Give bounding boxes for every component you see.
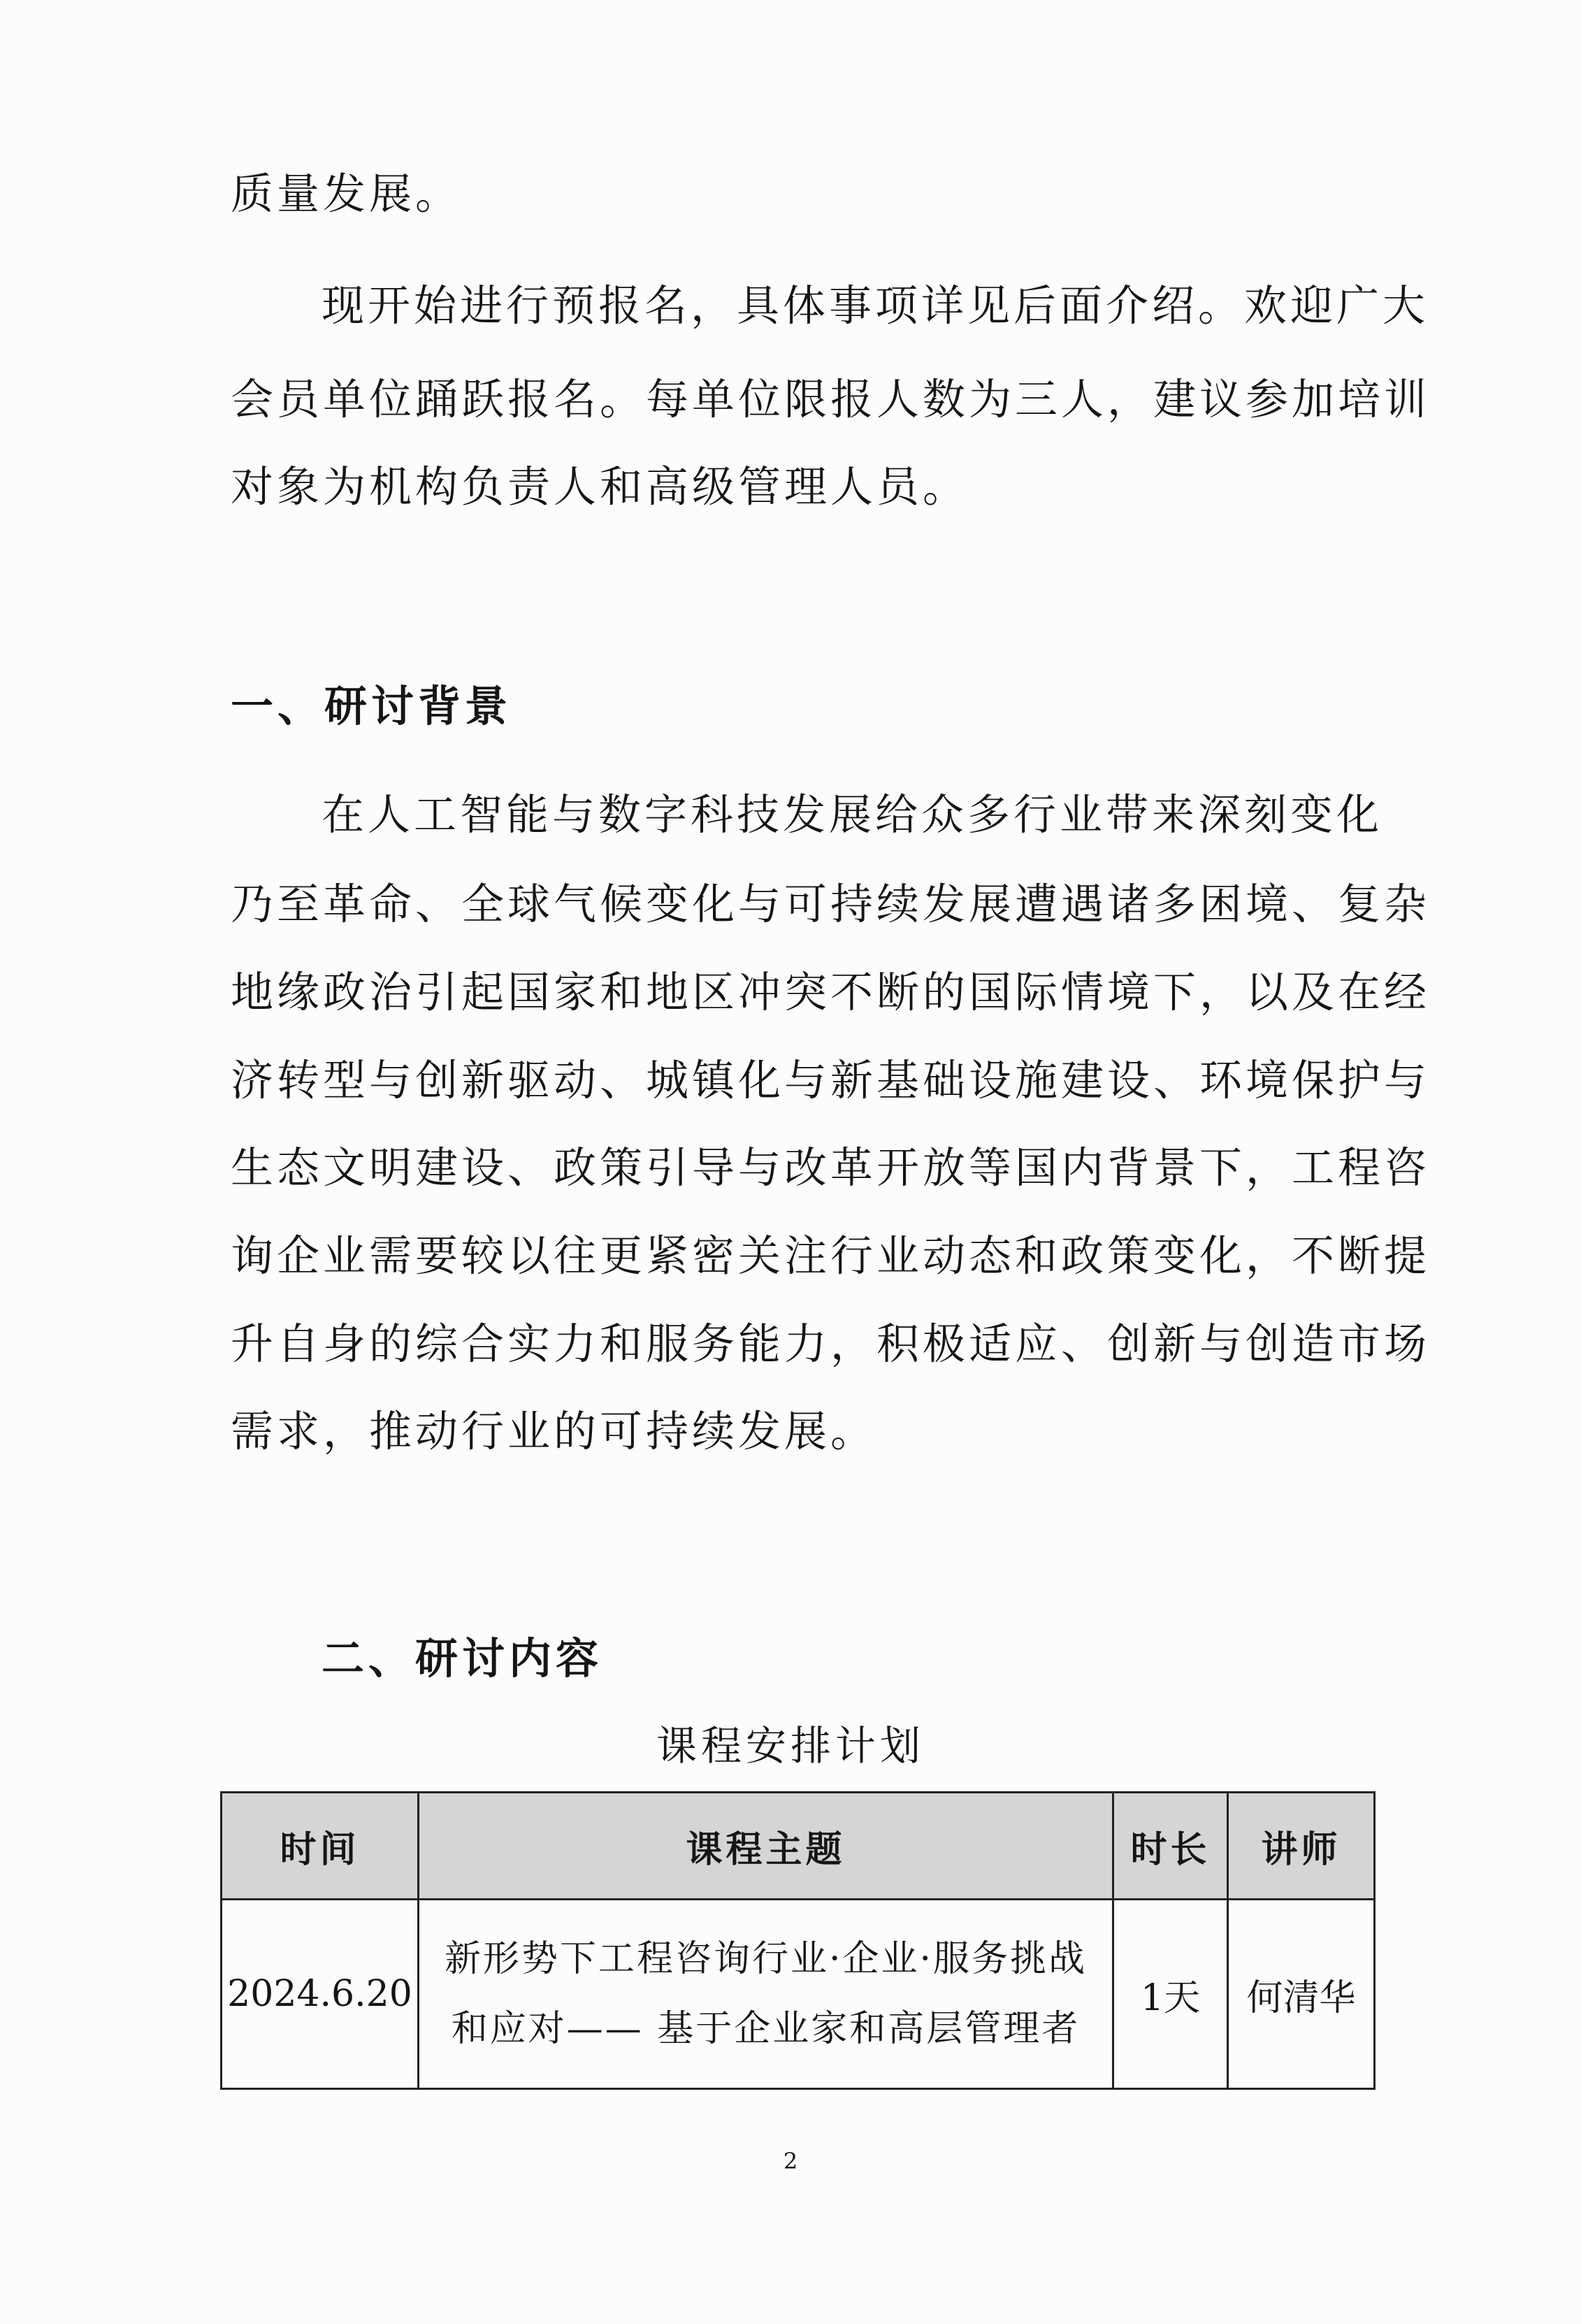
paragraph-line: 地缘政治引起国家和地区冲突不断的国际情境下，以及在经 <box>231 968 1431 1017</box>
paragraph-line: 乃至革命、全球气候变化与可持续发展遭遇诸多困境、复杂 <box>231 880 1431 929</box>
paragraph-line: 会员单位踊跃报名。每单位限报人数为三人，建议参加培训 <box>231 375 1431 424</box>
course-schedule-table <box>220 1791 1376 2090</box>
paragraph-line: 对象为机构负责人和高级管理人员。 <box>231 462 969 512</box>
paragraph-line: 济转型与创新驱动、城镇化与新基础设施建设、环境保护与 <box>231 1056 1431 1105</box>
course-topic-line: 新形势下工程咨询行业·企业·服务挑战 <box>444 1938 1088 1980</box>
section-heading-content: 二、研讨内容 <box>322 1634 603 1684</box>
table-header-row <box>222 1793 1375 1900</box>
paragraph-line: 需求，推动行业的可持续发展。 <box>231 1407 877 1456</box>
paragraph-line: 现开始进行预报名，具体事项详见后面介绍。欢迎广大 <box>322 281 1429 331</box>
paragraph-line: 生态文明建设、政策引导与改革开放等国内背景下，工程咨 <box>231 1143 1431 1193</box>
course-topic-line: 和应对—— 基于企业家和高层管理者 <box>451 2008 1081 2050</box>
table-header-time: 时间 <box>222 1793 419 1900</box>
table-header-topic: 课程主题 <box>419 1793 1113 1900</box>
paragraph-line: 询企业需要较以往更紧密关注行业动态和政策变化，不断提 <box>231 1231 1431 1281</box>
table-header-duration: 时长 <box>1113 1793 1228 1900</box>
course-time: 2024.6.20 <box>222 1900 419 2089</box>
paragraph-line: 升自身的综合实力和服务能力，积极适应、创新与创造市场 <box>231 1319 1431 1369</box>
section-heading-background: 一、研讨背景 <box>231 682 512 731</box>
table-title: 课程安排计划 <box>656 1722 925 1770</box>
table-header-lecturer: 讲师 <box>1228 1793 1375 1900</box>
course-lecturer: 何清华 <box>1228 1900 1375 2089</box>
course-duration: 1天 <box>1113 1900 1228 2089</box>
paragraph-line: 质量发展。 <box>231 169 462 219</box>
course-topic <box>419 1900 1113 2089</box>
page-number: 2 <box>783 2148 798 2174</box>
table-row <box>222 1900 1375 2089</box>
paragraph-line: 在人工智能与数字科技发展给众多行业带来深刻变化 <box>322 790 1383 840</box>
